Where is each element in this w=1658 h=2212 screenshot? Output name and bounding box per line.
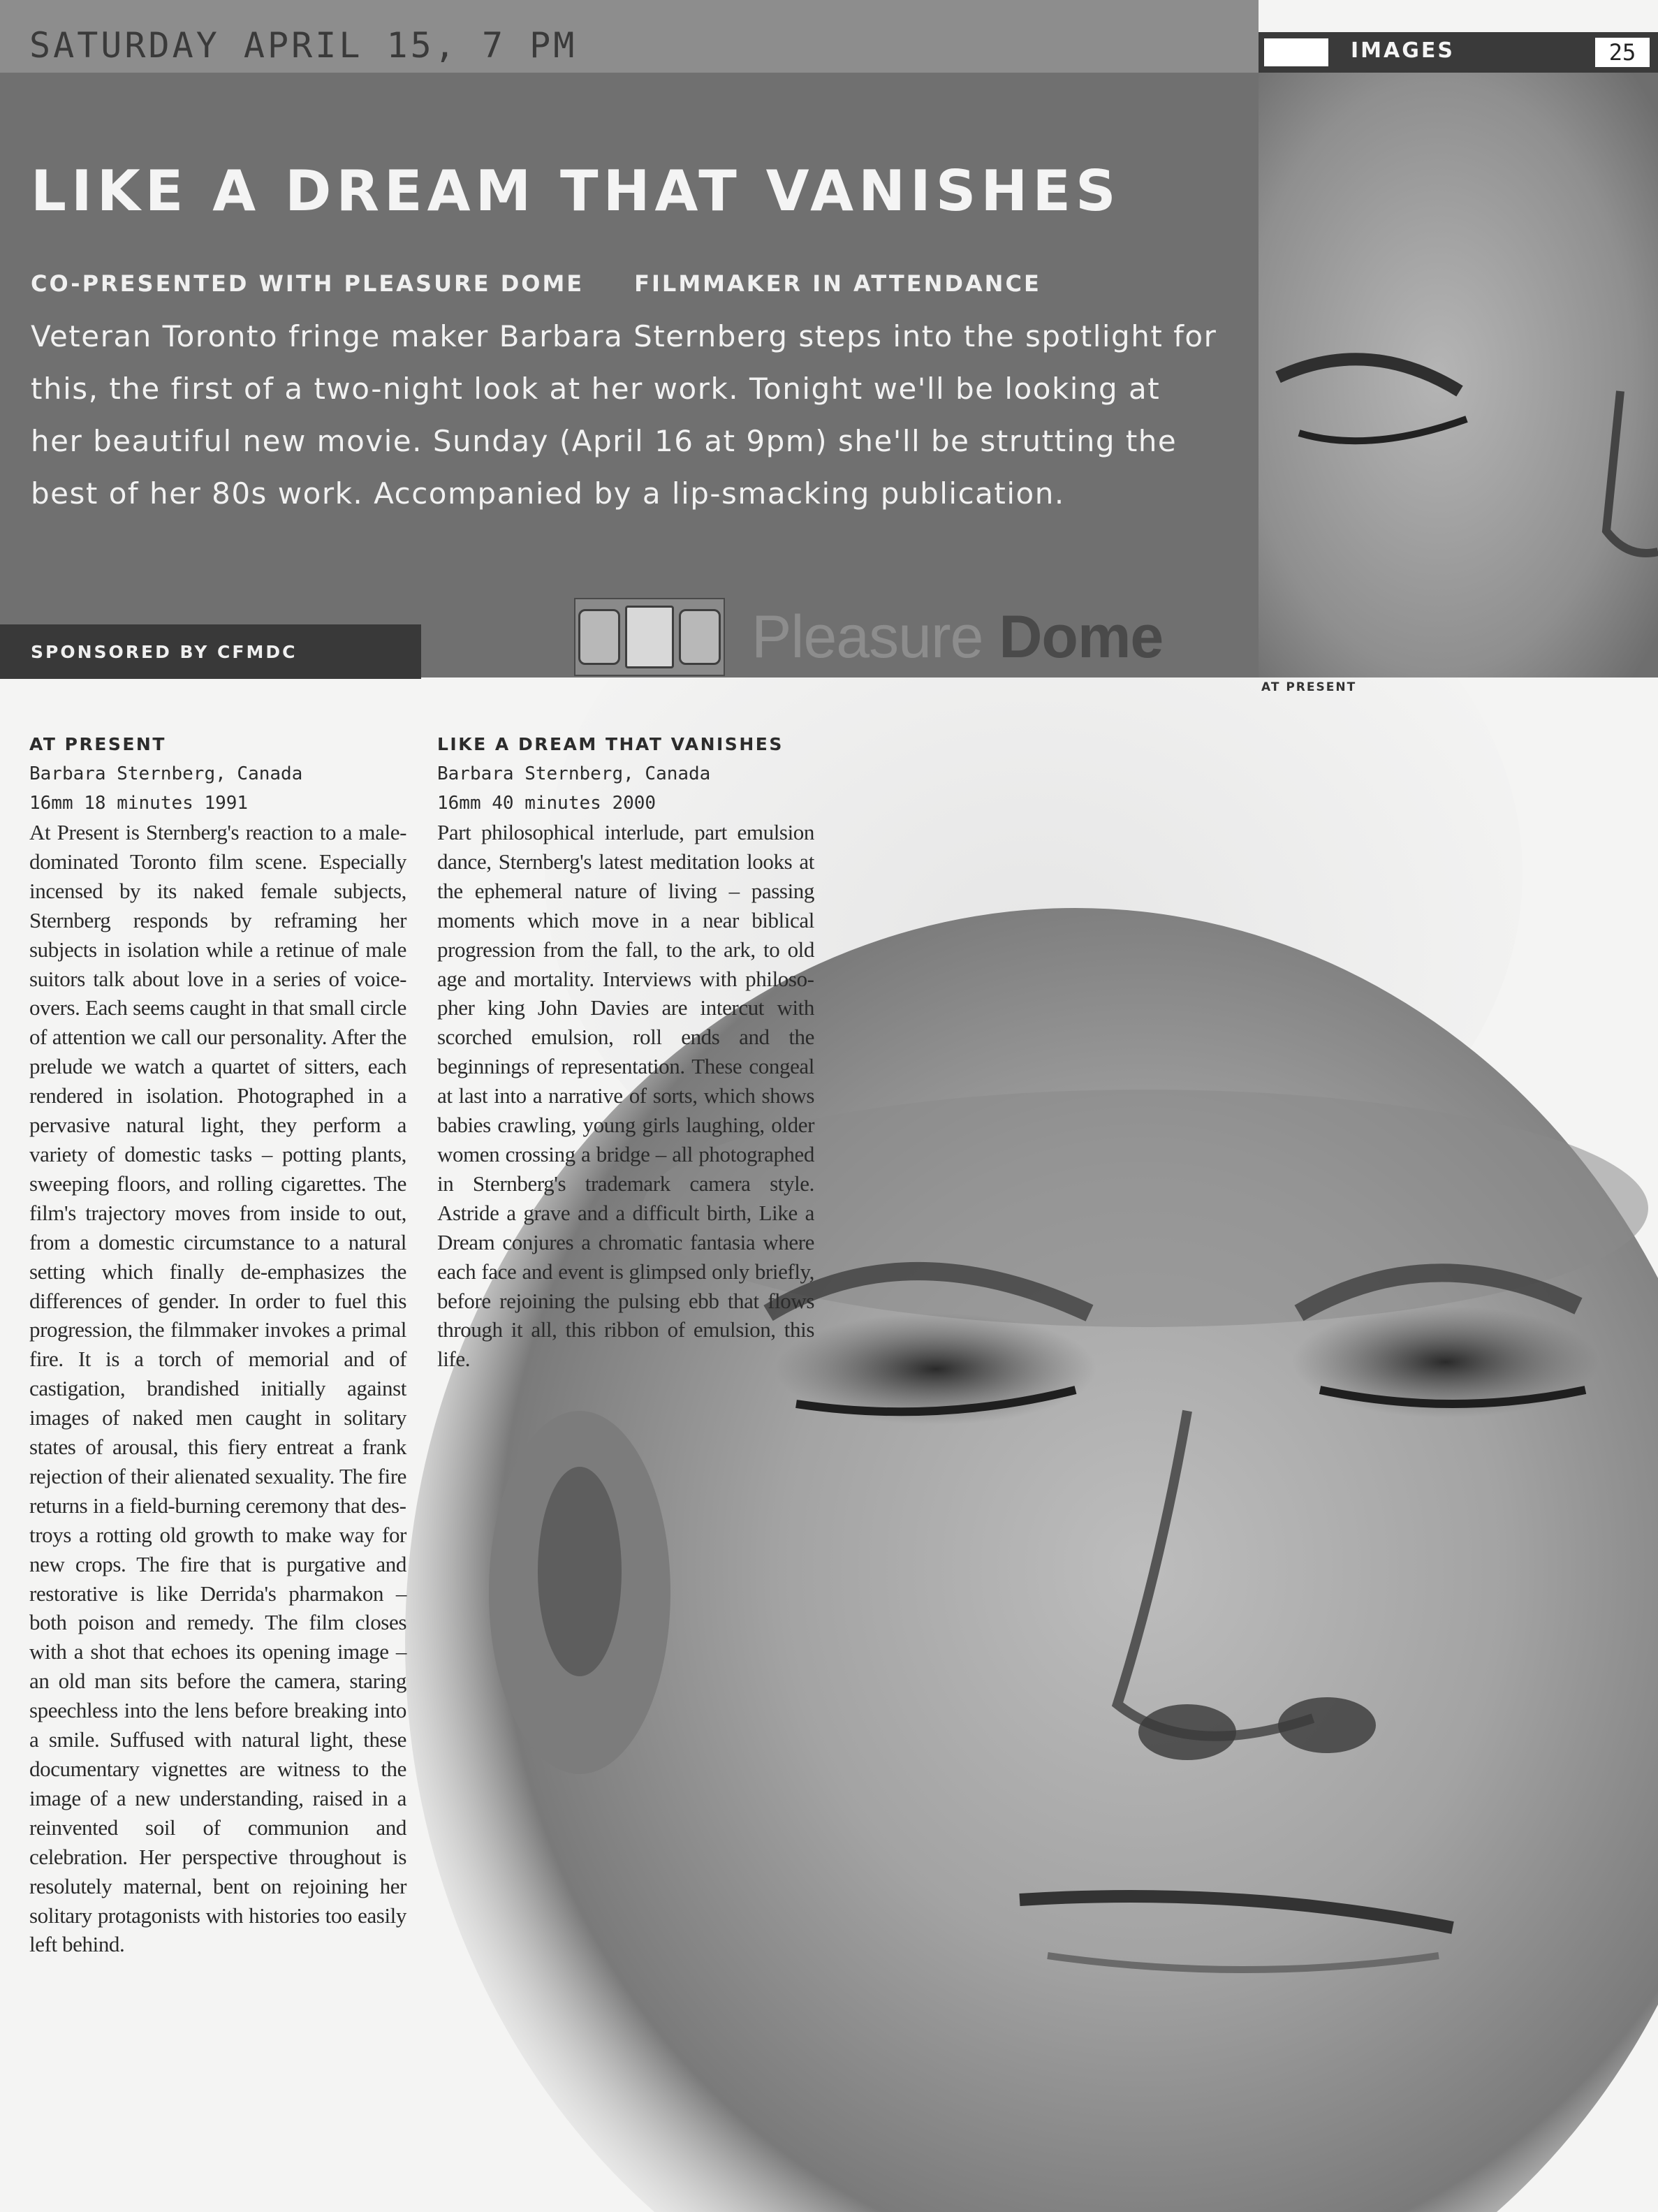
film-entry-like-a-dream <box>437 730 814 1374</box>
sponsor-text: SPONSORED BY CFMDC <box>31 641 298 662</box>
event-title: LIKE A DREAM THAT VANISHES <box>31 159 1121 224</box>
event-blurb: Veteran Toronto fringe maker Barbara Sternberg steps into the spotlight for this, the first of a two-night look at her work. Tonight we'll be looking at her beautiful new movie. Sunday (April 16 at 9pm) she'll be strutting the best of her 80s work. Accompanied by a lip-smacking publication. <box>31 319 1217 511</box>
film-entry-at-present <box>29 730 406 1959</box>
tag-filmmaker-attendance: FILMMAKER IN ATTENDANCE <box>634 270 1041 297</box>
pleasure-dome-wordmark: Pleasure Dome <box>751 603 1164 671</box>
tag-copresented: CO-PRESENTED WITH PLEASURE DOME <box>31 270 585 297</box>
sponsor-bar <box>0 624 421 679</box>
film-specs: 16mm 18 minutes 1991 <box>29 793 249 814</box>
photo-caption: AT PRESENT <box>1261 680 1357 694</box>
section-label: IMAGES <box>1351 38 1455 63</box>
film-director: Barbara Sternberg, Canada <box>437 763 711 784</box>
event-tags <box>31 272 1041 295</box>
film-description: Part philosophical interlude, part emulsion dance, Sternberg's latest meditation looks at the ephemeral nature of living – passing moments which move in a near biblical progression from the fall, to the ark, to old age and mortality. Interviews with philosopher king John Davies are intercut with scorched emulsion, roll ends and the beginnings of representation. These congeal at last into a narrative of sorts, which shows babies crawling, young girls laughing, older women crossing a bridge – all photographed in Sternberg's trademark camera style. Astride a grave and a difficult birth, Like a Dream conjures a chromatic fantasia where each face and event is glimpsed only briefly, before rejoining the pulsing ebb that flows through it all, this ribbon of emulsion, this life. <box>437 820 814 1372</box>
event-date: SATURDAY APRIL 15, 7 PM <box>29 25 578 66</box>
section-header <box>1259 32 1658 73</box>
date-strip <box>0 0 1259 73</box>
film-title: AT PRESENT <box>29 734 166 754</box>
pleasure-dome-emblem-icon <box>574 598 725 676</box>
section-marker <box>1264 38 1328 66</box>
film-title: LIKE A DREAM THAT VANISHES <box>437 734 784 754</box>
event-header-panel <box>0 73 1259 677</box>
film-description: At Present is Sternberg's reaction to a male-dominated Toronto film scene. Especially incensed by its naked female subjects, Sternberg responds by reframing her subjects in isolation while a retinue of male suitors talk about love in a series of voice-overs. Each seems caught in that small circle of attention we call our personality. After the prelude we watch a quartet of sitters, each rendered in isolation. Photographed in a pervasive natural light, they perform a variety of domestic tasks – potting plants, sweeping floors, and rolling cigarettes. The film's trajectory moves from inside to out, from a domestic circumstance to a natural setting which finally de-emphasizes the differences of gender. In order to fuel this progression, the filmmaker invokes a primal fire. It is a torch of memorial and of castigation, brandished initially against images of naked men caught in solitary states of arousal, this fiery entreat a frank rejection of their alienated sexuality. The fire returns in a field-burning ceremony that destroys a rotting old growth to make way for new crops. The fire that is purgative and restorative is like Derrida's pharmakon – both poison and remedy. The film closes with a shot that echoes its opening image – an old man sits before the camera, staring speechless into the lens before breaking into a smile. Suffused with natural light, these documentary vignettes are witness to the image of a new understanding, raised in a reinvented soil of communion and celebration. Her perspective throughout is resolutely maternal, bent on rejoining her solitary protagonists with histories too easily left behind. <box>29 820 406 1957</box>
page-number: 25 <box>1595 38 1650 67</box>
pleasure-dome-logo <box>574 598 1163 676</box>
film-specs: 16mm 40 minutes 2000 <box>437 793 656 814</box>
film-director: Barbara Sternberg, Canada <box>29 763 303 784</box>
